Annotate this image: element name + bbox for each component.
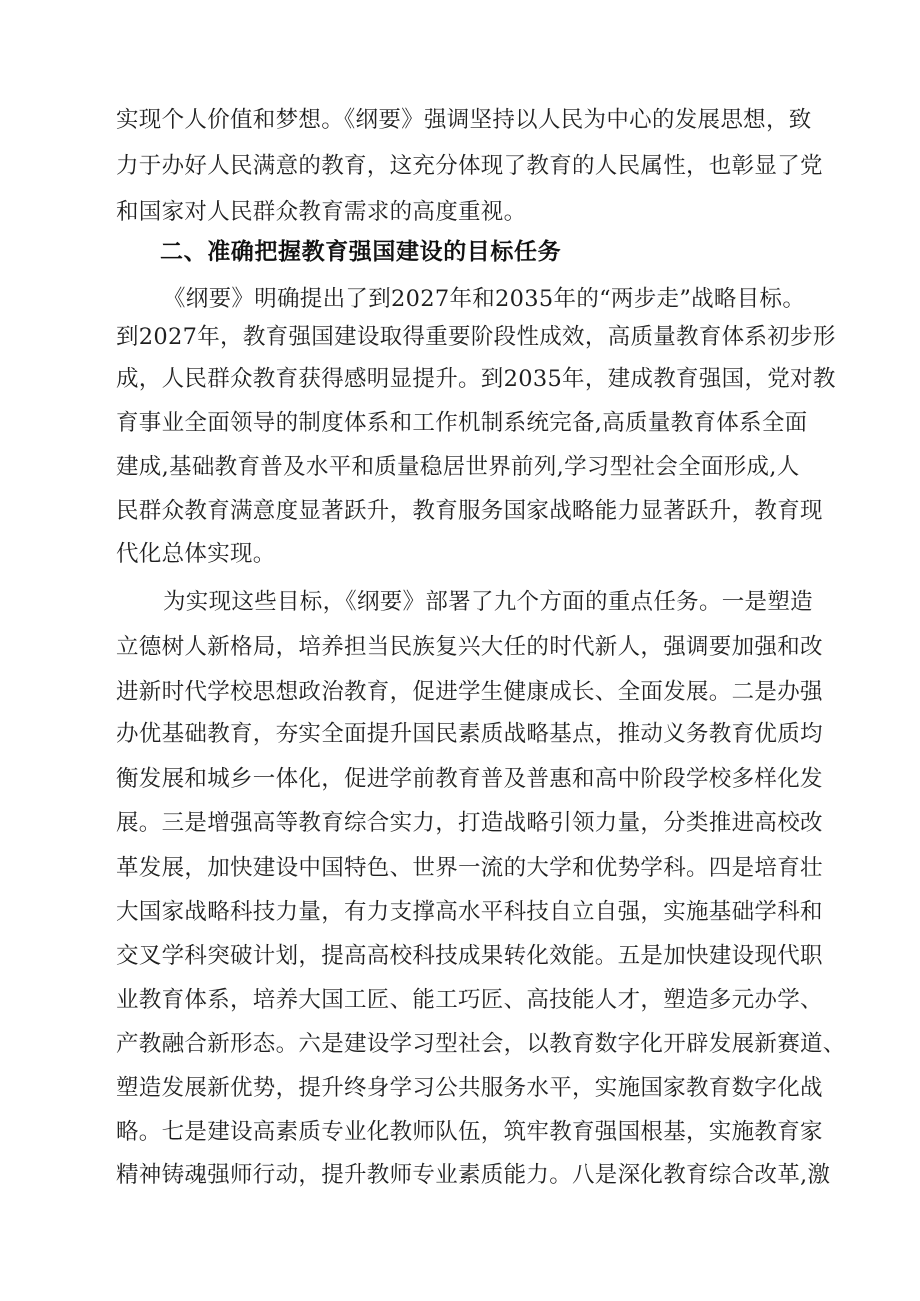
paragraph-line: 展。三是增强高等教育综合实力，打造战略引领力量，分类推进高校改: [116, 810, 823, 836]
paragraph-line: 立德树人新格局，培养担当民族复兴大任的时代新人，强调要加强和改: [116, 634, 823, 660]
paragraph-line: 精神铸魂强师行动，提升教师专业素质能力。八是深化教育综合改革,激: [116, 1162, 831, 1188]
section-heading: 二、准确把握教育强国建设的目标任务: [160, 239, 562, 265]
paragraph-line: 《纲要》明确提出了到2027年和2035年的“两步走”战略目标。: [163, 286, 806, 312]
paragraph-line: 业教育体系，培养大国工匠、能工巧匠、高技能人才，塑造多元办学、: [116, 987, 823, 1013]
paragraph-line: 和国家对人民群众教育需求的高度重视。: [116, 199, 527, 225]
paragraph-line: 到2027年，教育强国建设取得重要阶段性成效，高质量教育体系初步形: [116, 324, 836, 350]
paragraph-line: 育事业全面领导的制度体系和工作机制系统完备,高质量教育体系全面: [116, 410, 808, 436]
paragraph-line: 略。七是建设高素质专业化教师队伍，筑牢教育强国根基，实施教育家: [116, 1119, 823, 1145]
paragraph-line: 大国家战略科技力量，有力支撑高水平科技自立自强，实施基础学科和: [116, 899, 823, 925]
paragraph-line: 进新时代学校思想政治教育，促进学生健康成长、全面发展。二是办强: [116, 679, 823, 705]
paragraph-line: 产教融合新形态。六是建设学习型社会，以教育数字化开辟发展新赛道、: [116, 1031, 846, 1057]
paragraph-line: 塑造发展新优势，提升终身学习公共服务水平，实施国家教育数字化战: [116, 1075, 823, 1101]
paragraph-line: 革发展，加快建设中国特色、世界一流的大学和优势学科。四是培育壮: [116, 855, 823, 881]
paragraph-line: 力于办好人民满意的教育，这充分体现了教育的人民属性，也彰显了党: [116, 153, 823, 179]
paragraph-line: 实现个人价值和梦想。《纲要》强调坚持以人民为中心的发展思想，致: [116, 107, 812, 133]
paragraph-line: 民群众教育满意度显著跃升，教育服务国家战略能力显著跃升，教育现: [116, 498, 823, 524]
paragraph-line: 办优基础教育，夯实全面提升国民素质战略基点，推动义务教育优质均: [116, 721, 823, 747]
paragraph-line: 为实现这些目标，《纲要》部署了九个方面的重点任务。一是塑造: [163, 589, 813, 615]
paragraph-line: 建成,基础教育普及水平和质量稳居世界前列,学习型社会全面形成,人: [116, 454, 800, 480]
paragraph-line: 成，人民群众教育获得感明显提升。到2035年，建成教育强国，党对教: [116, 366, 836, 392]
paragraph-line: 代化总体实现。: [116, 541, 276, 567]
paragraph-line: 衡发展和城乡一体化，促进学前教育普及普惠和高中阶段学校多样化发: [116, 766, 823, 792]
paragraph-line: 交叉学科突破计划，提高高校科技成果转化效能。五是加快建设现代职: [116, 943, 823, 969]
